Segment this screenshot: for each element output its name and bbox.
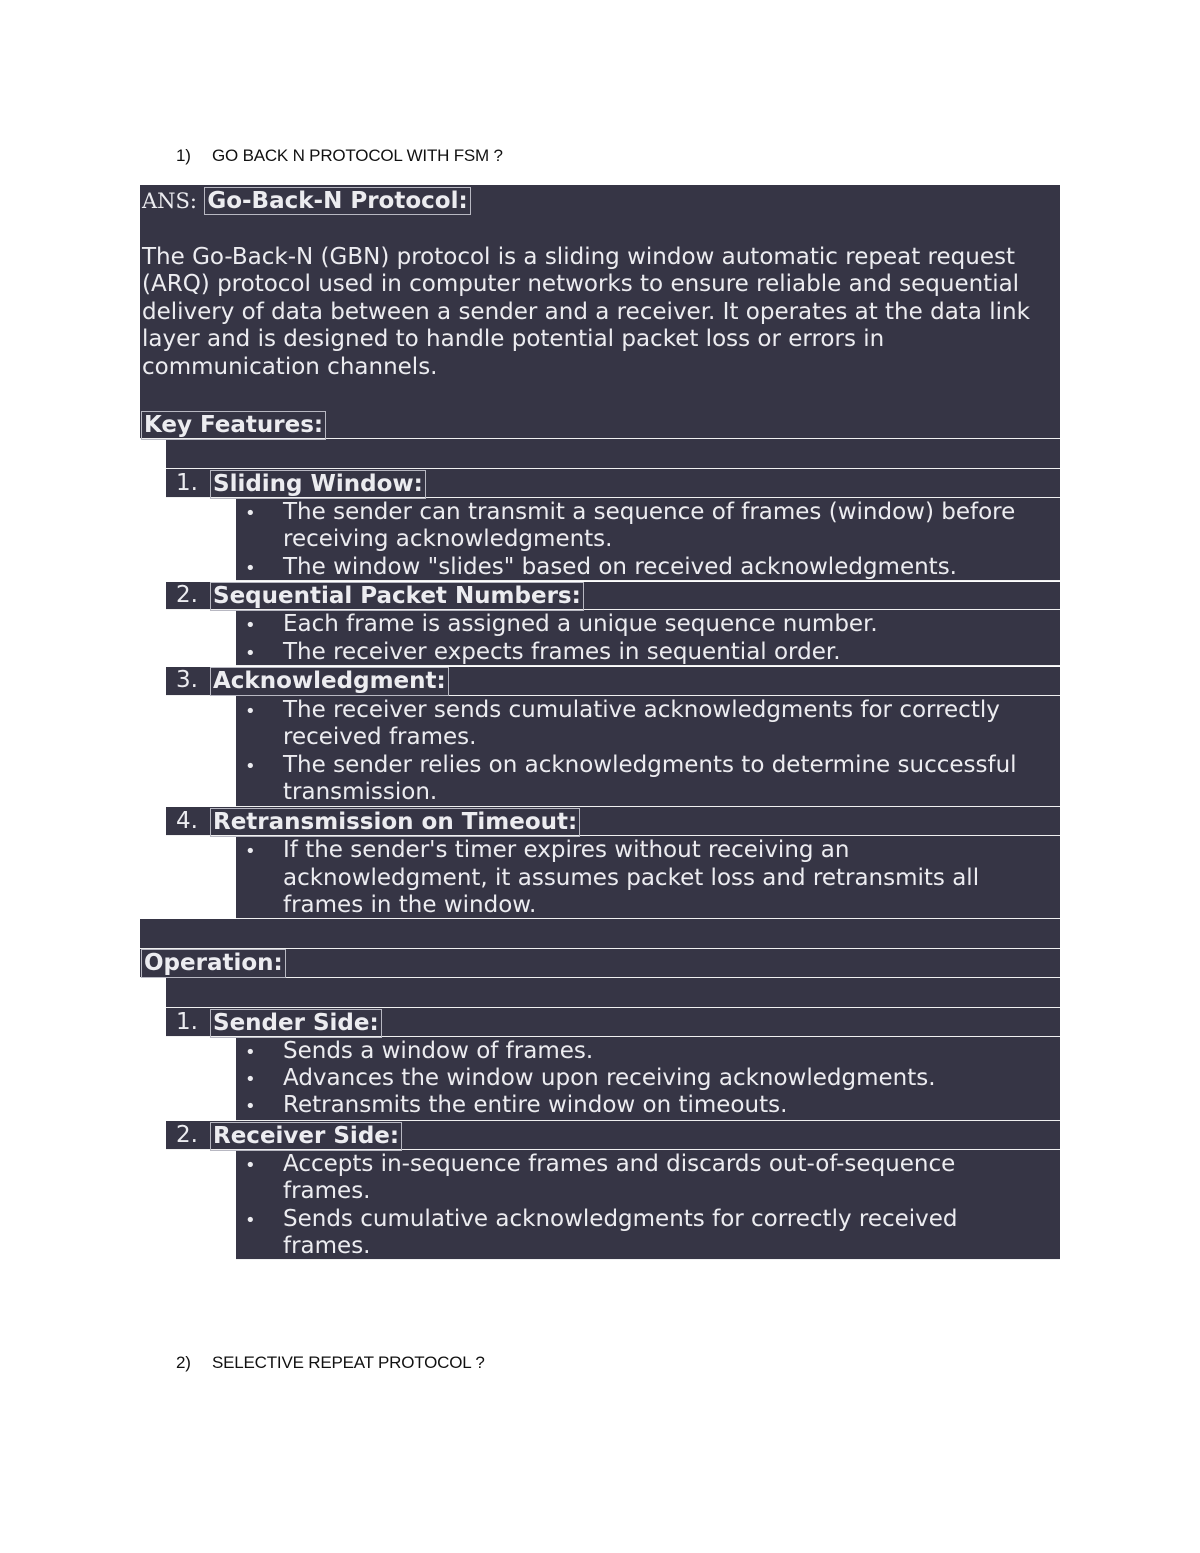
answer-heading <box>142 188 471 215</box>
bullet-icon: • <box>245 701 256 722</box>
feature-3-number: 3. <box>176 667 198 693</box>
question-1-text: GO BACK N PROTOCOL WITH FSM ? <box>212 146 503 165</box>
operation-2-bullet-1-line-1: Accepts in-sequence frames and discards out-of-sequence <box>283 1151 956 1177</box>
feature-2-title: Sequential Packet Numbers: <box>210 582 584 611</box>
feature-4-title: Retransmission on Timeout: <box>210 808 580 837</box>
bullet-icon: • <box>245 1069 256 1090</box>
question-1 <box>176 146 503 166</box>
feature-3-bullet-2-line-2: transmission. <box>283 779 438 805</box>
feature-4-number: 4. <box>176 808 198 834</box>
bullet-icon: • <box>245 841 256 862</box>
feature-1-title: Sliding Window: <box>210 470 426 499</box>
feature-3-bullet-2-line-1: The sender relies on acknowledgments to determine successful <box>283 752 1017 778</box>
feature-1-bullet-2-line-1: The window "slides" based on received acknowledgments. <box>283 554 957 580</box>
bullet-icon: • <box>245 615 256 636</box>
feature-1-bullet-1-line-2: receiving acknowledgments. <box>283 526 613 552</box>
gap <box>140 439 166 469</box>
bullet-icon: • <box>245 643 256 664</box>
bullet-icon: • <box>245 756 256 777</box>
spacer-block-3 <box>166 978 1060 1008</box>
operation-2-number: 2. <box>176 1122 198 1148</box>
operation-1-bullet-1: Sends a window of frames. <box>283 1038 594 1064</box>
intro-line-4: layer and is designed to handle potential packet loss or errors in <box>142 326 885 352</box>
question-1-number: 1) <box>176 146 191 165</box>
feature-4-bullet-1-line-3: frames in the window. <box>283 892 537 918</box>
spacer-block <box>140 439 1060 469</box>
bullet-icon: • <box>245 1210 256 1231</box>
bullet-icon: • <box>245 558 256 579</box>
question-2-number: 2) <box>176 1353 191 1372</box>
feature-3-bullet-1-line-2: received frames. <box>283 724 477 750</box>
operation-1-title: Sender Side: <box>210 1009 382 1038</box>
question-2-text: SELECTIVE REPEAT PROTOCOL ? <box>212 1353 485 1372</box>
feature-3-bullet-1-line-1: The receiver sends cumulative acknowledgments for correctly <box>283 697 1000 723</box>
key-features-heading: Key Features: <box>141 411 326 440</box>
intro-line-2: (ARQ) protocol used in computer networks to ensure reliable and sequential <box>142 271 1020 297</box>
feature-3-title: Acknowledgment: <box>210 667 449 696</box>
feature-1-number: 1. <box>176 470 198 496</box>
intro-line-1: The Go-Back-N (GBN) protocol is a sliding window automatic repeat request <box>142 244 1015 270</box>
feature-2-bullet-2-line-1: The receiver expects frames in sequential order. <box>283 639 841 665</box>
bullet-icon: • <box>245 1042 256 1063</box>
feature-2-number: 2. <box>176 582 198 608</box>
feature-1-bullet-1-line-1: The sender can transmit a sequence of frames (window) before <box>283 499 1016 525</box>
bullet-icon: • <box>245 503 256 524</box>
answer-prefix: ANS: <box>142 189 198 213</box>
question-2 <box>176 1353 485 1373</box>
bullet-icon: • <box>245 1155 256 1176</box>
operation-2-title: Receiver Side: <box>210 1122 402 1151</box>
operation-2-bullet-2-line-1: Sends cumulative acknowledgments for correctly received <box>283 1206 958 1232</box>
operation-heading: Operation: <box>141 949 286 978</box>
feature-2-bullet-1-line-1: Each frame is assigned a unique sequence number. <box>283 611 878 637</box>
feature-4-bullet-1-line-1: If the sender's timer expires without receiving an <box>283 837 850 863</box>
intro-line-3: delivery of data between a sender and a receiver. It operates at the data link <box>142 299 1030 325</box>
feature-4-bullet-1-line-2: acknowledgment, it assumes packet loss and retransmits all <box>283 865 980 891</box>
operation-2-bullet-1-line-2: frames. <box>283 1178 371 1204</box>
operation-1-bullet-2: Advances the window upon receiving acknowledgments. <box>283 1065 936 1091</box>
answer-title: Go-Back-N Protocol: <box>204 187 470 215</box>
spacer-block-2 <box>140 919 1060 949</box>
operation-1-number: 1. <box>176 1009 198 1035</box>
operation-1-bullet-3: Retransmits the entire window on timeouts. <box>283 1092 788 1118</box>
intro-line-5: communication channels. <box>142 354 438 380</box>
operation-2-bullet-2-line-2: frames. <box>283 1233 371 1259</box>
bullet-icon: • <box>245 1096 256 1117</box>
